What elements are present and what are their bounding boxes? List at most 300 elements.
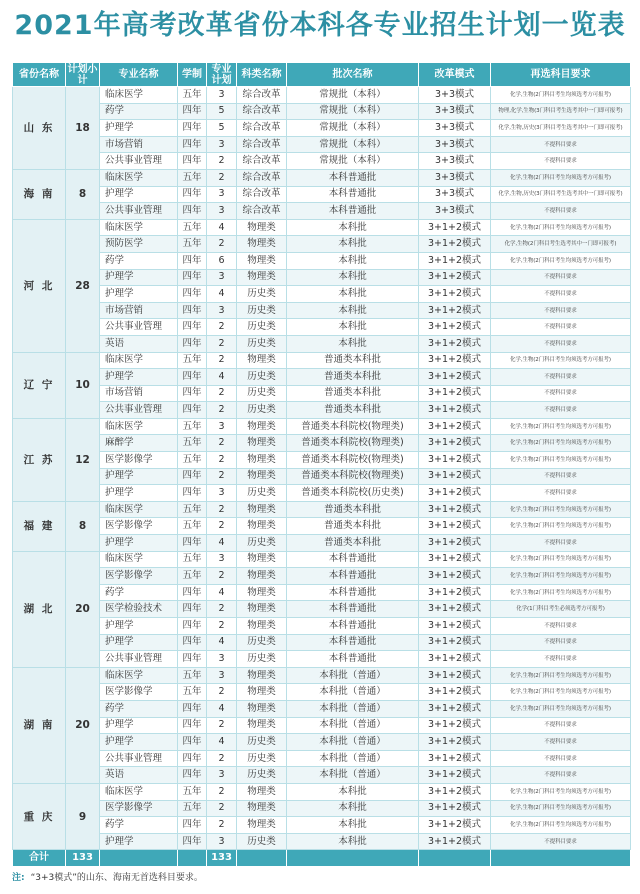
batch-name: 本科批 [287, 817, 419, 834]
plan-subtotal: 8 [66, 501, 100, 551]
major-name: 临床医学 [100, 551, 178, 568]
category: 综合改革 [237, 186, 287, 203]
subject-requirement: 化学,生物(2门科目考生均须选考方可报考) [491, 252, 631, 269]
subject-requirement: 化学,生物(2门科目考生均须选考方可报考) [491, 501, 631, 518]
batch-name: 本科普通批 [287, 601, 419, 618]
plan-count: 2 [207, 169, 237, 186]
major-name: 公共事业管理 [100, 402, 178, 419]
subject-requirement: 化学,生物(2门科目考生均须选考方可报考) [491, 584, 631, 601]
plan-count: 2 [207, 236, 237, 253]
duration: 四年 [178, 385, 207, 402]
duration: 四年 [178, 203, 207, 220]
table-row [13, 335, 631, 352]
subject-requirement: 化学,生物(2门科目考生均须选考方可报考) [491, 352, 631, 369]
reform-mode: 3+1+2模式 [419, 667, 491, 684]
duration: 四年 [178, 817, 207, 834]
plan-count: 3 [207, 302, 237, 319]
subject-requirement: 不提科目要求 [491, 833, 631, 850]
major-name: 临床医学 [100, 219, 178, 236]
subject-requirement: 化学,生物(2门科目考生均须选考方可报考) [491, 700, 631, 717]
duration: 五年 [178, 435, 207, 452]
category: 历史类 [237, 833, 287, 850]
plan-count: 2 [207, 402, 237, 419]
major-name: 临床医学 [100, 418, 178, 435]
plan-count: 6 [207, 252, 237, 269]
duration: 四年 [178, 535, 207, 552]
category: 物理类 [237, 219, 287, 236]
duration: 四年 [178, 618, 207, 635]
duration: 五年 [178, 684, 207, 701]
reform-mode: 3+1+2模式 [419, 568, 491, 585]
batch-name: 本科普通批 [287, 186, 419, 203]
plan-count: 3 [207, 269, 237, 286]
major-name: 临床医学 [100, 783, 178, 800]
reform-mode: 3+1+2模式 [419, 236, 491, 253]
duration: 四年 [178, 767, 207, 784]
plan-count: 2 [207, 435, 237, 452]
batch-name: 本科批 [287, 783, 419, 800]
subject-requirement: 化学,生物(2门科目考生均须选考方可报考) [491, 452, 631, 469]
reform-mode: 3+3模式 [419, 120, 491, 137]
major-name: 护理学 [100, 535, 178, 552]
reform-mode: 3+3模式 [419, 87, 491, 104]
category: 历史类 [237, 286, 287, 303]
duration: 四年 [178, 468, 207, 485]
subject-requirement: 不提科目要求 [491, 734, 631, 751]
reform-mode: 3+1+2模式 [419, 584, 491, 601]
major-name: 英语 [100, 767, 178, 784]
plan-count: 2 [207, 153, 237, 170]
header-batch: 批次名称 [287, 63, 419, 87]
batch-name: 普通类本科院校(物理类) [287, 468, 419, 485]
header-category: 科类名称 [237, 63, 287, 87]
duration: 四年 [178, 651, 207, 668]
category: 综合改革 [237, 203, 287, 220]
reform-mode: 3+3模式 [419, 103, 491, 120]
subject-requirement: 不提科目要求 [491, 385, 631, 402]
major-name: 医学影像学 [100, 800, 178, 817]
plan-count: 2 [207, 518, 237, 535]
batch-name: 普通类本科院校(物理类) [287, 418, 419, 435]
reform-mode: 3+1+2模式 [419, 518, 491, 535]
table-row [13, 817, 631, 834]
plan-count: 5 [207, 103, 237, 120]
reform-mode: 3+1+2模式 [419, 684, 491, 701]
reform-mode: 3+3模式 [419, 136, 491, 153]
province-name: 海 南 [13, 169, 66, 219]
major-name: 护理学 [100, 485, 178, 502]
reform-mode: 3+1+2模式 [419, 385, 491, 402]
major-name: 医学影像学 [100, 684, 178, 701]
major-name: 麻醉学 [100, 435, 178, 452]
subject-requirement: 不提科目要求 [491, 750, 631, 767]
subject-requirement: 物理,化学,生物(3门科目考生选考其中一门即可报考) [491, 103, 631, 120]
plan-count: 3 [207, 551, 237, 568]
reform-mode: 3+1+2模式 [419, 319, 491, 336]
category: 历史类 [237, 385, 287, 402]
batch-name: 本科普通批 [287, 584, 419, 601]
batch-name: 本科批 [287, 236, 419, 253]
table-row [13, 87, 631, 104]
category: 物理类 [237, 418, 287, 435]
major-name: 护理学 [100, 634, 178, 651]
table-row [13, 319, 631, 336]
reform-mode: 3+3模式 [419, 203, 491, 220]
reform-mode: 3+1+2模式 [419, 700, 491, 717]
plan-count: 2 [207, 601, 237, 618]
table-row [13, 551, 631, 568]
province-name: 重 庆 [13, 783, 66, 849]
header-duration: 学制 [178, 63, 207, 87]
table-row [13, 501, 631, 518]
plan-subtotal: 20 [66, 667, 100, 783]
major-name: 临床医学 [100, 667, 178, 684]
major-name: 药学 [100, 700, 178, 717]
duration: 五年 [178, 518, 207, 535]
subject-requirement: 不提科目要求 [491, 319, 631, 336]
plan-subtotal: 10 [66, 352, 100, 418]
plan-count: 2 [207, 385, 237, 402]
table-row [13, 535, 631, 552]
plan-subtotal: 12 [66, 418, 100, 501]
major-name: 护理学 [100, 369, 178, 386]
major-name: 公共事业管理 [100, 153, 178, 170]
subject-requirement: 化学,生物(2门科目考生均须选考方可报考) [491, 684, 631, 701]
total-label: 合计 [13, 850, 66, 867]
batch-name: 本科批 [287, 252, 419, 269]
reform-mode: 3+1+2模式 [419, 601, 491, 618]
category: 历史类 [237, 750, 287, 767]
table-row [13, 219, 631, 236]
table-row [13, 136, 631, 153]
duration: 四年 [178, 750, 207, 767]
duration: 五年 [178, 452, 207, 469]
major-name: 护理学 [100, 286, 178, 303]
province-name: 湖 南 [13, 667, 66, 783]
batch-name: 普通类本科批 [287, 535, 419, 552]
reform-mode: 3+1+2模式 [419, 335, 491, 352]
subject-requirement: 化学,生物(2门科目考生均须选考方可报考) [491, 418, 631, 435]
reform-mode: 3+1+2模式 [419, 618, 491, 635]
plan-count: 4 [207, 219, 237, 236]
plan-count: 4 [207, 700, 237, 717]
duration: 五年 [178, 568, 207, 585]
category: 物理类 [237, 568, 287, 585]
duration: 四年 [178, 319, 207, 336]
batch-name: 本科批（普通） [287, 667, 419, 684]
reform-mode: 3+1+2模式 [419, 435, 491, 452]
batch-name: 本科批 [287, 800, 419, 817]
header-reform-mode: 改革模式 [419, 63, 491, 87]
plan-subtotal: 9 [66, 783, 100, 849]
table-header-row [13, 63, 631, 87]
major-name: 市场营销 [100, 136, 178, 153]
major-name: 护理学 [100, 120, 178, 137]
table-row [13, 750, 631, 767]
table-row [13, 700, 631, 717]
plan-subtotal: 18 [66, 87, 100, 170]
reform-mode: 3+1+2模式 [419, 551, 491, 568]
category: 综合改革 [237, 103, 287, 120]
category: 综合改革 [237, 169, 287, 186]
header-major: 专业名称 [100, 63, 178, 87]
subject-requirement: 化学,生物(2门科目考生均须选考方可报考) [491, 783, 631, 800]
batch-name: 常规批（本科） [287, 87, 419, 104]
table-row [13, 302, 631, 319]
province-name: 河 北 [13, 219, 66, 352]
category: 物理类 [237, 601, 287, 618]
duration: 四年 [178, 833, 207, 850]
table-row [13, 435, 631, 452]
batch-name: 本科普通批 [287, 169, 419, 186]
table-row [13, 734, 631, 751]
category: 物理类 [237, 269, 287, 286]
reform-mode: 3+1+2模式 [419, 485, 491, 502]
duration: 五年 [178, 800, 207, 817]
plan-subtotal: 8 [66, 169, 100, 219]
table-row [13, 833, 631, 850]
batch-name: 本科批（普通） [287, 717, 419, 734]
category: 物理类 [237, 435, 287, 452]
table-row [13, 452, 631, 469]
duration: 五年 [178, 418, 207, 435]
major-name: 公共事业管理 [100, 651, 178, 668]
table-row [13, 269, 631, 286]
plan-count: 2 [207, 618, 237, 635]
province-name: 江 苏 [13, 418, 66, 501]
batch-name: 本科普通批 [287, 203, 419, 220]
reform-mode: 3+1+2模式 [419, 750, 491, 767]
subject-requirement: 不提科目要求 [491, 286, 631, 303]
plan-count: 3 [207, 136, 237, 153]
duration: 五年 [178, 236, 207, 253]
duration: 四年 [178, 717, 207, 734]
subject-requirement: 不提科目要求 [491, 136, 631, 153]
plan-count: 2 [207, 750, 237, 767]
subject-requirement: 化学,生物(2门科目考生均须选考方可报考) [491, 817, 631, 834]
category: 物理类 [237, 800, 287, 817]
major-name: 市场营销 [100, 385, 178, 402]
category: 历史类 [237, 634, 287, 651]
reform-mode: 3+1+2模式 [419, 269, 491, 286]
duration: 四年 [178, 136, 207, 153]
table-row [13, 568, 631, 585]
plan-count: 2 [207, 568, 237, 585]
subject-requirement: 不提科目要求 [491, 302, 631, 319]
major-name: 临床医学 [100, 87, 178, 104]
plan-count: 4 [207, 584, 237, 601]
table-row [13, 385, 631, 402]
plan-count: 3 [207, 651, 237, 668]
plan-count: 2 [207, 817, 237, 834]
plan-count: 4 [207, 535, 237, 552]
header-subtotal: 计划小计 [67, 63, 98, 86]
duration: 五年 [178, 87, 207, 104]
table-row [13, 618, 631, 635]
plan-count: 3 [207, 418, 237, 435]
batch-name: 本科批 [287, 302, 419, 319]
table-row [13, 286, 631, 303]
category: 综合改革 [237, 87, 287, 104]
plan-count: 2 [207, 800, 237, 817]
category: 综合改革 [237, 136, 287, 153]
duration: 五年 [178, 219, 207, 236]
major-name: 护理学 [100, 717, 178, 734]
duration: 四年 [178, 369, 207, 386]
province-name: 辽 宁 [13, 352, 66, 418]
header-subject-requirement: 再选科目要求 [491, 63, 631, 87]
category: 历史类 [237, 369, 287, 386]
subject-requirement: 化学,生物(2门科目考生均须选考方可报考) [491, 667, 631, 684]
category: 综合改革 [237, 120, 287, 137]
duration: 四年 [178, 302, 207, 319]
plan-count: 2 [207, 783, 237, 800]
category: 历史类 [237, 302, 287, 319]
duration: 四年 [178, 120, 207, 137]
reform-mode: 3+1+2模式 [419, 651, 491, 668]
batch-name: 常规批（本科） [287, 120, 419, 137]
plan-count: 3 [207, 87, 237, 104]
plan-count: 2 [207, 452, 237, 469]
plan-count: 2 [207, 352, 237, 369]
batch-name: 本科批（普通） [287, 684, 419, 701]
subject-requirement: 化学,生物,历史(3门科目考生选考其中一门即可报考) [491, 120, 631, 137]
batch-name: 常规批（本科） [287, 136, 419, 153]
batch-name: 本科批（普通） [287, 700, 419, 717]
major-name: 医学影像学 [100, 452, 178, 469]
province-name: 福 建 [13, 501, 66, 551]
batch-name: 本科批（普通） [287, 750, 419, 767]
subject-requirement: 不提科目要求 [491, 468, 631, 485]
table-row [13, 369, 631, 386]
major-name: 公共事业管理 [100, 203, 178, 220]
plan-subtotal: 28 [66, 219, 100, 352]
subject-requirement: 不提科目要求 [491, 767, 631, 784]
batch-name: 普通类本科院校(物理类) [287, 435, 419, 452]
duration: 五年 [178, 169, 207, 186]
plan-count: 3 [207, 833, 237, 850]
subject-requirement: 化学,生物(2门科目考生均须选考方可报考) [491, 568, 631, 585]
subject-requirement: 化学,生物(2门科目考生均须选考方可报考) [491, 219, 631, 236]
duration: 四年 [178, 335, 207, 352]
reform-mode: 3+1+2模式 [419, 767, 491, 784]
major-name: 医学影像学 [100, 518, 178, 535]
batch-name: 本科批（普通） [287, 734, 419, 751]
table-row [13, 651, 631, 668]
subject-requirement: 化学,生物(2门科目考生均须选考方可报考) [491, 435, 631, 452]
category: 物理类 [237, 252, 287, 269]
category: 物理类 [237, 717, 287, 734]
plan-table [12, 62, 631, 867]
category: 物理类 [237, 236, 287, 253]
batch-name: 普通类本科院校(历史类) [287, 485, 419, 502]
table-row [13, 169, 631, 186]
major-name: 药学 [100, 817, 178, 834]
major-name: 护理学 [100, 468, 178, 485]
batch-name: 本科批 [287, 833, 419, 850]
plan-count: 2 [207, 501, 237, 518]
duration: 四年 [178, 286, 207, 303]
plan-count: 3 [207, 767, 237, 784]
reform-mode: 3+1+2模式 [419, 800, 491, 817]
category: 物理类 [237, 452, 287, 469]
reform-mode: 3+1+2模式 [419, 452, 491, 469]
major-name: 公共事业管理 [100, 750, 178, 767]
major-name: 英语 [100, 335, 178, 352]
reform-mode: 3+1+2模式 [419, 402, 491, 419]
reform-mode: 3+1+2模式 [419, 833, 491, 850]
subject-requirement: 化学,生物(2门科目考生均须选考方可报考) [491, 518, 631, 535]
table-row [13, 252, 631, 269]
plan-count: 4 [207, 734, 237, 751]
subject-requirement: 不提科目要求 [491, 618, 631, 635]
batch-name: 普通类本科批 [287, 352, 419, 369]
subject-requirement: 不提科目要求 [491, 203, 631, 220]
batch-name: 本科普通批 [287, 618, 419, 635]
batch-name: 本科普通批 [287, 634, 419, 651]
reform-mode: 3+1+2模式 [419, 501, 491, 518]
plan-count: 3 [207, 667, 237, 684]
reform-mode: 3+1+2模式 [419, 352, 491, 369]
table-row [13, 800, 631, 817]
major-name: 公共事业管理 [100, 319, 178, 336]
major-name: 护理学 [100, 186, 178, 203]
subject-requirement: 不提科目要求 [491, 369, 631, 386]
duration: 四年 [178, 103, 207, 120]
plan-count: 2 [207, 468, 237, 485]
category: 历史类 [237, 734, 287, 751]
reform-mode: 3+1+2模式 [419, 535, 491, 552]
major-name: 护理学 [100, 269, 178, 286]
subject-requirement: 不提科目要求 [491, 634, 631, 651]
subject-requirement: 化学(1门科目考生必须选考方可报考) [491, 601, 631, 618]
batch-name: 本科批 [287, 335, 419, 352]
batch-name: 本科批 [287, 269, 419, 286]
reform-mode: 3+1+2模式 [419, 418, 491, 435]
subject-requirement: 不提科目要求 [491, 535, 631, 552]
table-row [13, 153, 631, 170]
subject-requirement: 不提科目要求 [491, 153, 631, 170]
plan-subtotal: 20 [66, 551, 100, 667]
category: 物理类 [237, 667, 287, 684]
major-name: 医学影像学 [100, 568, 178, 585]
reform-mode: 3+1+2模式 [419, 252, 491, 269]
province-name: 湖 北 [13, 551, 66, 667]
duration: 四年 [178, 269, 207, 286]
reform-mode: 3+1+2模式 [419, 468, 491, 485]
header-province: 省份名称 [13, 63, 66, 87]
category: 物理类 [237, 817, 287, 834]
category: 物理类 [237, 551, 287, 568]
table-row [13, 584, 631, 601]
table-row [13, 352, 631, 369]
reform-mode: 3+1+2模式 [419, 219, 491, 236]
subject-requirement: 不提科目要求 [491, 402, 631, 419]
batch-name: 本科普通批 [287, 551, 419, 568]
table-row [13, 767, 631, 784]
category: 物理类 [237, 684, 287, 701]
plan-count: 2 [207, 319, 237, 336]
reform-mode: 3+1+2模式 [419, 717, 491, 734]
major-name: 市场营销 [100, 302, 178, 319]
major-name: 护理学 [100, 734, 178, 751]
table-row [13, 236, 631, 253]
batch-name: 本科批（普通） [287, 767, 419, 784]
duration: 四年 [178, 153, 207, 170]
plan-count: 3 [207, 203, 237, 220]
category: 历史类 [237, 767, 287, 784]
duration: 四年 [178, 700, 207, 717]
